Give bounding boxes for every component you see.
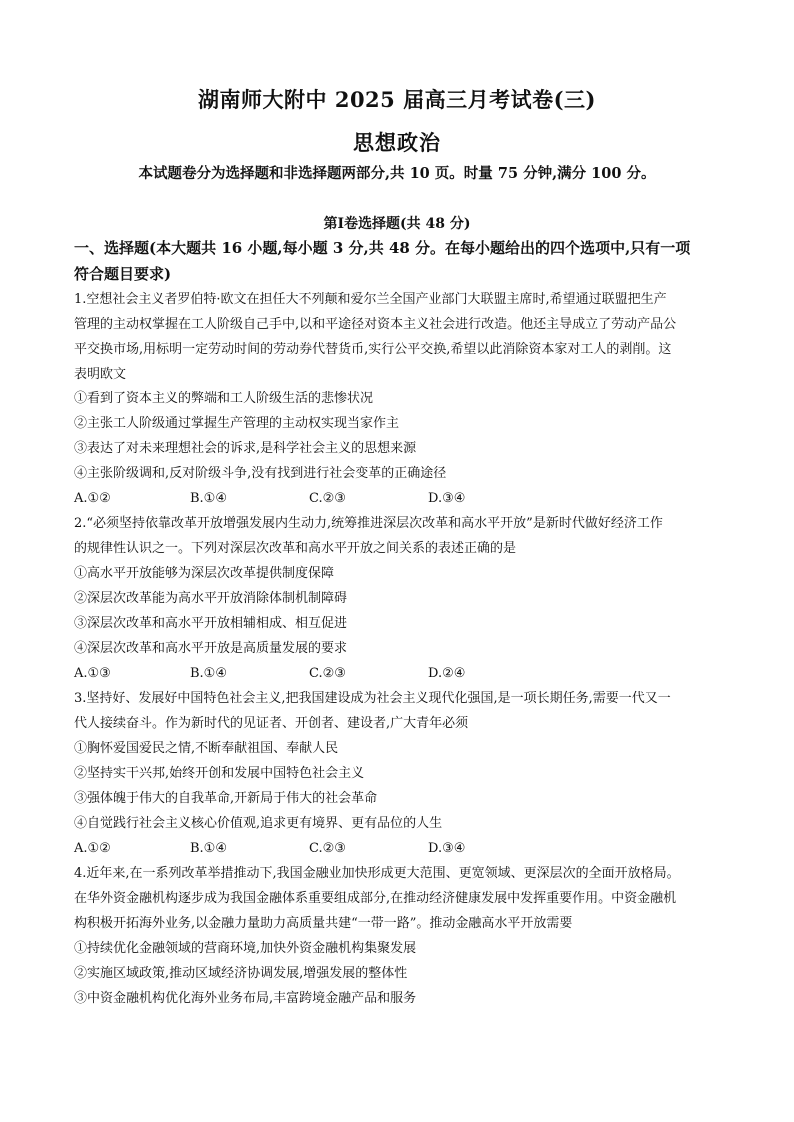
question-4-item: ③中资金融机构优化海外业务布局,丰富跨境金融产品和服务: [74, 991, 417, 1006]
question-1-option-b: B.①④: [190, 491, 227, 506]
question-4-item: ②实施区域政策,推动区域经济协调发展,增强发展的整体性: [74, 966, 408, 981]
question-2-option-b: B.①④: [190, 666, 227, 681]
subject-title: 思想政治: [353, 130, 441, 155]
question-4-stem-line: 构积极开拓海外业务,以金融力量助力高质量共建“一带一路”。推动金融高水平开放需要: [74, 916, 573, 931]
section-heading-line: 符合题目要求): [74, 265, 172, 283]
question-2-option-a: A.①③: [74, 666, 111, 681]
question-4-item: ①持续优化金融领域的营商环境,加快外资金融机构集聚发展: [74, 941, 417, 956]
question-2-option-d: D.②④: [428, 666, 466, 681]
question-2-stem-line: 的规律性认识之一。下列对深层次改革和高水平开放之间关系的表述正确的是: [74, 541, 517, 556]
section-heading-line: 一、选择题(本大题共 16 小题,每小题 3 分,共 48 分。在每小题给出的四个选项中,只有一项: [74, 239, 691, 257]
question-2-option-c: C.②③: [309, 666, 346, 681]
question-3-stem-line: 3.坚持好、发展好中国特色社会主义,把我国建设成为社会主义现代化强国,是一项长期任务,需要一代又一: [74, 691, 671, 706]
part-title: 第Ⅰ卷选择题(共 48 分): [323, 216, 471, 232]
question-3-stem-line: 代人接续奋斗。作为新时代的见证者、开创者、建设者,广大青年必须: [74, 716, 469, 731]
question-3-option-d: D.③④: [428, 841, 466, 856]
question-3-option-a: A.①②: [74, 841, 111, 856]
question-1-option-d: D.③④: [428, 491, 466, 506]
exam-info: 本试题卷分为选择题和非选择题两部分,共 10 页。时量 75 分钟,满分 100 分。: [138, 165, 656, 182]
question-1-item: ②主张工人阶级通过掌握生产管理的主动权实现当家作主: [74, 416, 400, 431]
question-3-item: ④自觉践行社会主义核心价值观,追求更有境界、更有品位的人生: [74, 816, 443, 831]
question-1-item: ④主张阶级调和,反对阶级斗争,没有找到进行社会变革的正确途径: [74, 466, 447, 481]
question-2-stem-line: 2.“必须坚持依靠改革开放增强发展内生动力,统筹推进深层次改革和高水平开放”是新时代做好经济工作: [74, 516, 663, 531]
question-3-option-b: B.①④: [190, 841, 227, 856]
question-2-item: ②深层次改革能为高水平开放消除体制机制障碍: [74, 591, 348, 606]
question-1-stem-line: 1.空想社会主义者罗伯特·欧文在担任大不列颠和爱尔兰全国产业部门大联盟主席时,希望通过联盟把生产: [74, 292, 667, 307]
question-1-option-a: A.①②: [74, 491, 111, 506]
question-1-option-c: C.②③: [309, 491, 346, 506]
question-3-item: ②坚持实干兴邦,始终开创和发展中国特色社会主义: [74, 766, 365, 781]
question-4-stem-line: 在华外资金融机构逐步成为我国金融体系重要组成部分,在推动经济健康发展中发挥重要作用。中资金融机: [74, 891, 677, 906]
question-1-item: ①看到了资本主义的弊端和工人阶级生活的悲惨状况: [74, 391, 374, 406]
question-1-stem-line: 表明欧文: [74, 367, 127, 382]
exam-title: 湖南师大附中 2025 届高三月考试卷(三): [198, 87, 596, 112]
question-2-item: ④深层次改革和高水平开放是高质量发展的要求: [74, 641, 348, 656]
question-4-stem-line: 4.近年来,在一系列改革举措推动下,我国金融业加快形成更大范围、更宽领域、更深层次的全面开放格局。: [74, 866, 680, 881]
question-3-option-c: C.②③: [309, 841, 346, 856]
question-3-item: ①胸怀爱国爱民之情,不断奉献祖国、奉献人民: [74, 741, 339, 756]
question-2-item: ①高水平开放能够为深层次改革提供制度保障: [74, 566, 335, 581]
question-1-item: ③表达了对未来理想社会的诉求,是科学社会主义的思想来源: [74, 441, 417, 456]
question-2-item: ③深层次改革和高水平开放相辅相成、相互促进: [74, 616, 348, 631]
question-1-stem-line: 平交换市场,用标明一定劳动时间的劳动券代替货币,实行公平交换,希望以此消除资本家对工人的剥削。这: [74, 342, 672, 357]
question-3-item: ③强体魄于伟大的自我革命,开新局于伟大的社会革命: [74, 791, 378, 806]
question-1-stem-line: 管理的主动权掌握在工人阶级自己手中,以和平途径对资本主义社会进行改造。他还主导成立了劳动产品公: [74, 317, 677, 332]
